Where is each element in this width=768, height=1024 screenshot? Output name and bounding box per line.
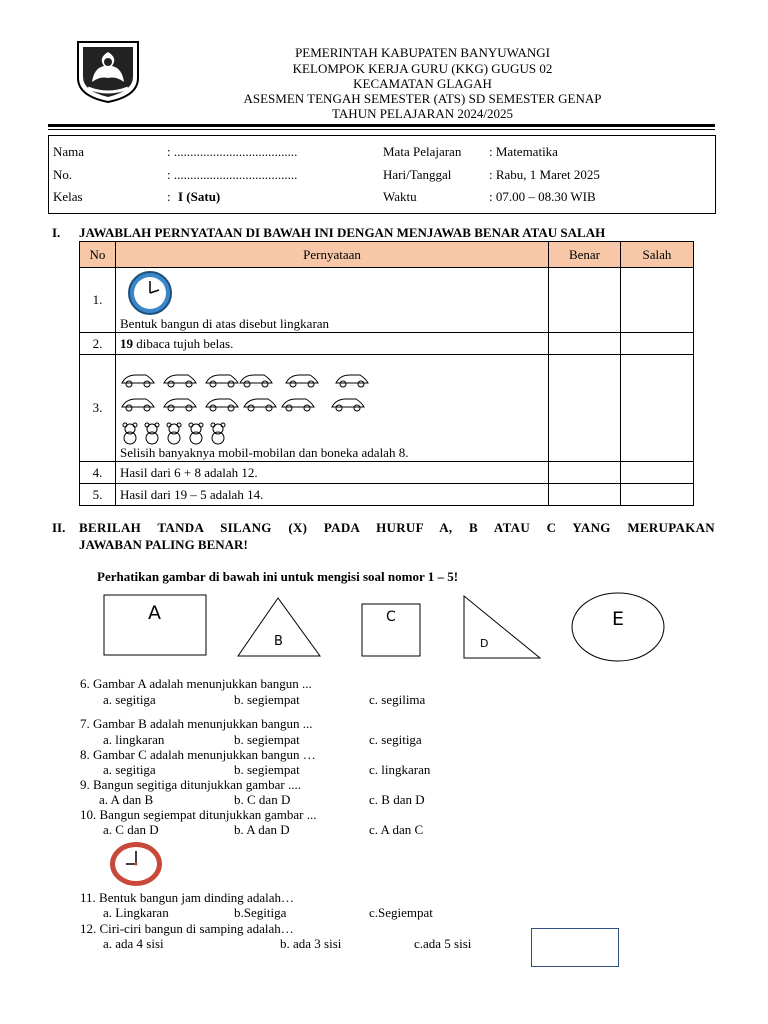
q8-option-c[interactable]: c. lingkaran <box>369 762 431 777</box>
kelas-value: I (Satu) <box>178 189 221 204</box>
waktu-label: Waktu <box>383 189 417 204</box>
header-line2: KELOMPOK KERJA GURU (KKG) GUGUS 02 <box>292 61 553 76</box>
row-no: 2. <box>80 333 116 355</box>
salah-cell[interactable] <box>621 333 694 355</box>
q6-option-c[interactable]: c. segilima <box>369 692 426 707</box>
question-12: 12. Ciri-ciri bangun di samping adalah… <box>80 921 294 936</box>
row-no: 4. <box>80 462 116 484</box>
table-row <box>80 355 694 462</box>
row-no: 5. <box>80 484 116 506</box>
q8-option-a[interactable]: a. segitiga <box>103 762 156 777</box>
shape-label-d: D <box>480 637 489 650</box>
question-11: 11. Bentuk bangun jam dinding adalah… <box>80 890 294 905</box>
header-line3: KECAMATAN GLAGAH <box>353 76 492 91</box>
shape-label-a: A <box>148 602 161 624</box>
row-text: dibaca tujuh belas. <box>133 335 234 351</box>
q7-option-b[interactable]: b. segiempat <box>234 732 300 747</box>
waktu-value: : 07.00 – 08.30 WIB <box>489 189 596 204</box>
q11-option-b[interactable]: b.Segitiga <box>234 905 287 920</box>
shape-label-e: E <box>612 608 625 630</box>
q12-option-c[interactable]: c.ada 5 sisi <box>414 936 472 951</box>
row-no: 3. <box>80 355 116 462</box>
question-9: 9. Bangun segitiga ditunjukkan gambar .... <box>80 777 301 792</box>
kelas-colon: : <box>167 189 171 204</box>
col-header-no: No <box>80 242 116 268</box>
q12-option-a[interactable]: a. ada 4 sisi <box>103 936 164 951</box>
mapel-label: Mata Pelajaran <box>383 144 462 159</box>
section2-title-line1: BERILAH TANDA SILANG (X) PADA HURUF A, B ATAU C YANG MERUPAKAN <box>79 520 715 535</box>
row-text: Hasil dari 19 – 5 adalah 14. <box>116 484 549 506</box>
q11-option-a[interactable]: a. Lingkaran <box>103 905 169 920</box>
row-bold-number: 19 <box>120 335 133 351</box>
section2-title-line2: JAWABAN PALING BENAR! <box>79 537 248 552</box>
benar-cell[interactable] <box>549 268 621 333</box>
q7-option-c[interactable]: c. segitiga <box>369 732 422 747</box>
table-row <box>80 268 694 333</box>
toy-car-icons-row2 <box>120 391 370 415</box>
question-10: 10. Bangun segiempat ditunjukkan gambar ... <box>80 807 317 822</box>
header-line1: PEMERINTAH KABUPATEN BANYUWANGI <box>295 45 550 60</box>
no-label: No. <box>53 167 73 182</box>
col-header-pernyataan: Pernyataan <box>116 242 549 268</box>
section2-number: II. <box>52 520 66 535</box>
true-false-table <box>79 241 694 506</box>
row-text: Bentuk bangun di atas disebut lingkaran <box>120 316 330 331</box>
row-no: 1. <box>80 268 116 333</box>
q11-option-c[interactable]: c.Segiempat <box>369 905 433 920</box>
teddy-bear-icons <box>120 421 240 445</box>
kabupaten-logo <box>74 38 142 104</box>
table-row <box>80 484 694 506</box>
benar-cell[interactable] <box>549 462 621 484</box>
salah-cell[interactable] <box>621 462 694 484</box>
benar-cell[interactable] <box>549 484 621 506</box>
section1-number: I. <box>52 225 61 240</box>
mapel-value: : Matematika <box>489 144 558 159</box>
salah-cell[interactable] <box>621 268 694 333</box>
benar-cell[interactable] <box>549 333 621 355</box>
q8-option-b[interactable]: b. segiempat <box>234 762 300 777</box>
nama-field[interactable]: : ...................................... <box>167 144 298 159</box>
shapes-figure <box>100 592 690 668</box>
hari-label: Hari/Tanggal <box>383 167 452 182</box>
question-6: 6. Gambar A adalah menunjukkan bangun ... <box>80 676 312 691</box>
shape-d-right-triangle <box>464 596 540 658</box>
salah-cell[interactable] <box>621 484 694 506</box>
table-row <box>80 333 694 355</box>
header-line4: ASESMEN TENGAH SEMESTER (ATS) SD SEMESTER GENAP <box>243 91 602 106</box>
q10-option-a[interactable]: a. C dan D <box>103 822 159 837</box>
shapes-instruction: Perhatikan gambar di bawah ini untuk mengisi soal nomor 1 – 5! <box>97 569 459 584</box>
rectangle-figure <box>531 928 619 967</box>
nama-label: Nama <box>53 144 85 159</box>
question-7: 7. Gambar B adalah menunjukkan bangun ... <box>80 716 313 731</box>
q6-option-a[interactable]: a. segitiga <box>103 692 156 707</box>
row-text: Hasil dari 6 + 8 adalah 12. <box>116 462 549 484</box>
q9-option-c[interactable]: c. B dan D <box>369 792 425 807</box>
no-field[interactable]: : ...................................... <box>167 167 298 182</box>
col-header-salah: Salah <box>621 242 694 268</box>
q7-option-a[interactable]: a. lingkaran <box>103 732 165 747</box>
question-8: 8. Gambar C adalah menunjukkan bangun … <box>80 747 316 762</box>
header-rule-thick <box>48 124 715 127</box>
kelas-label: Kelas <box>53 189 83 204</box>
q10-option-b[interactable]: b. A dan D <box>234 822 290 837</box>
benar-cell[interactable] <box>549 355 621 462</box>
q6-option-b[interactable]: b. segiempat <box>234 692 300 707</box>
shape-label-c: C <box>386 609 396 625</box>
toy-car-icons <box>120 367 370 391</box>
wall-clock-icon <box>120 270 180 316</box>
table-row <box>80 462 694 484</box>
row-text: Selisih banyaknya mobil-mobilan dan boneka adalah 8. <box>120 445 409 460</box>
col-header-benar: Benar <box>549 242 621 268</box>
identity-box <box>48 135 716 214</box>
hari-value: : Rabu, 1 Maret 2025 <box>489 167 600 182</box>
q9-option-a[interactable]: a. A dan B <box>99 792 154 807</box>
q9-option-b[interactable]: b. C dan D <box>234 792 291 807</box>
section1-title: JAWABLAH PERNYATAAN DI BAWAH INI DENGAN MENJAWAB BENAR ATAU SALAH <box>79 225 606 240</box>
q12-option-b[interactable]: b. ada 3 sisi <box>280 936 342 951</box>
toy-cars-row1 <box>120 367 544 391</box>
wall-clock-red-icon <box>108 840 164 888</box>
salah-cell[interactable] <box>621 355 694 462</box>
q10-option-c[interactable]: c. A dan C <box>369 822 424 837</box>
header-rule-thin <box>48 129 715 130</box>
header-line5: TAHUN PELAJARAN 2024/2025 <box>332 106 513 121</box>
shape-label-b: B <box>274 634 283 649</box>
